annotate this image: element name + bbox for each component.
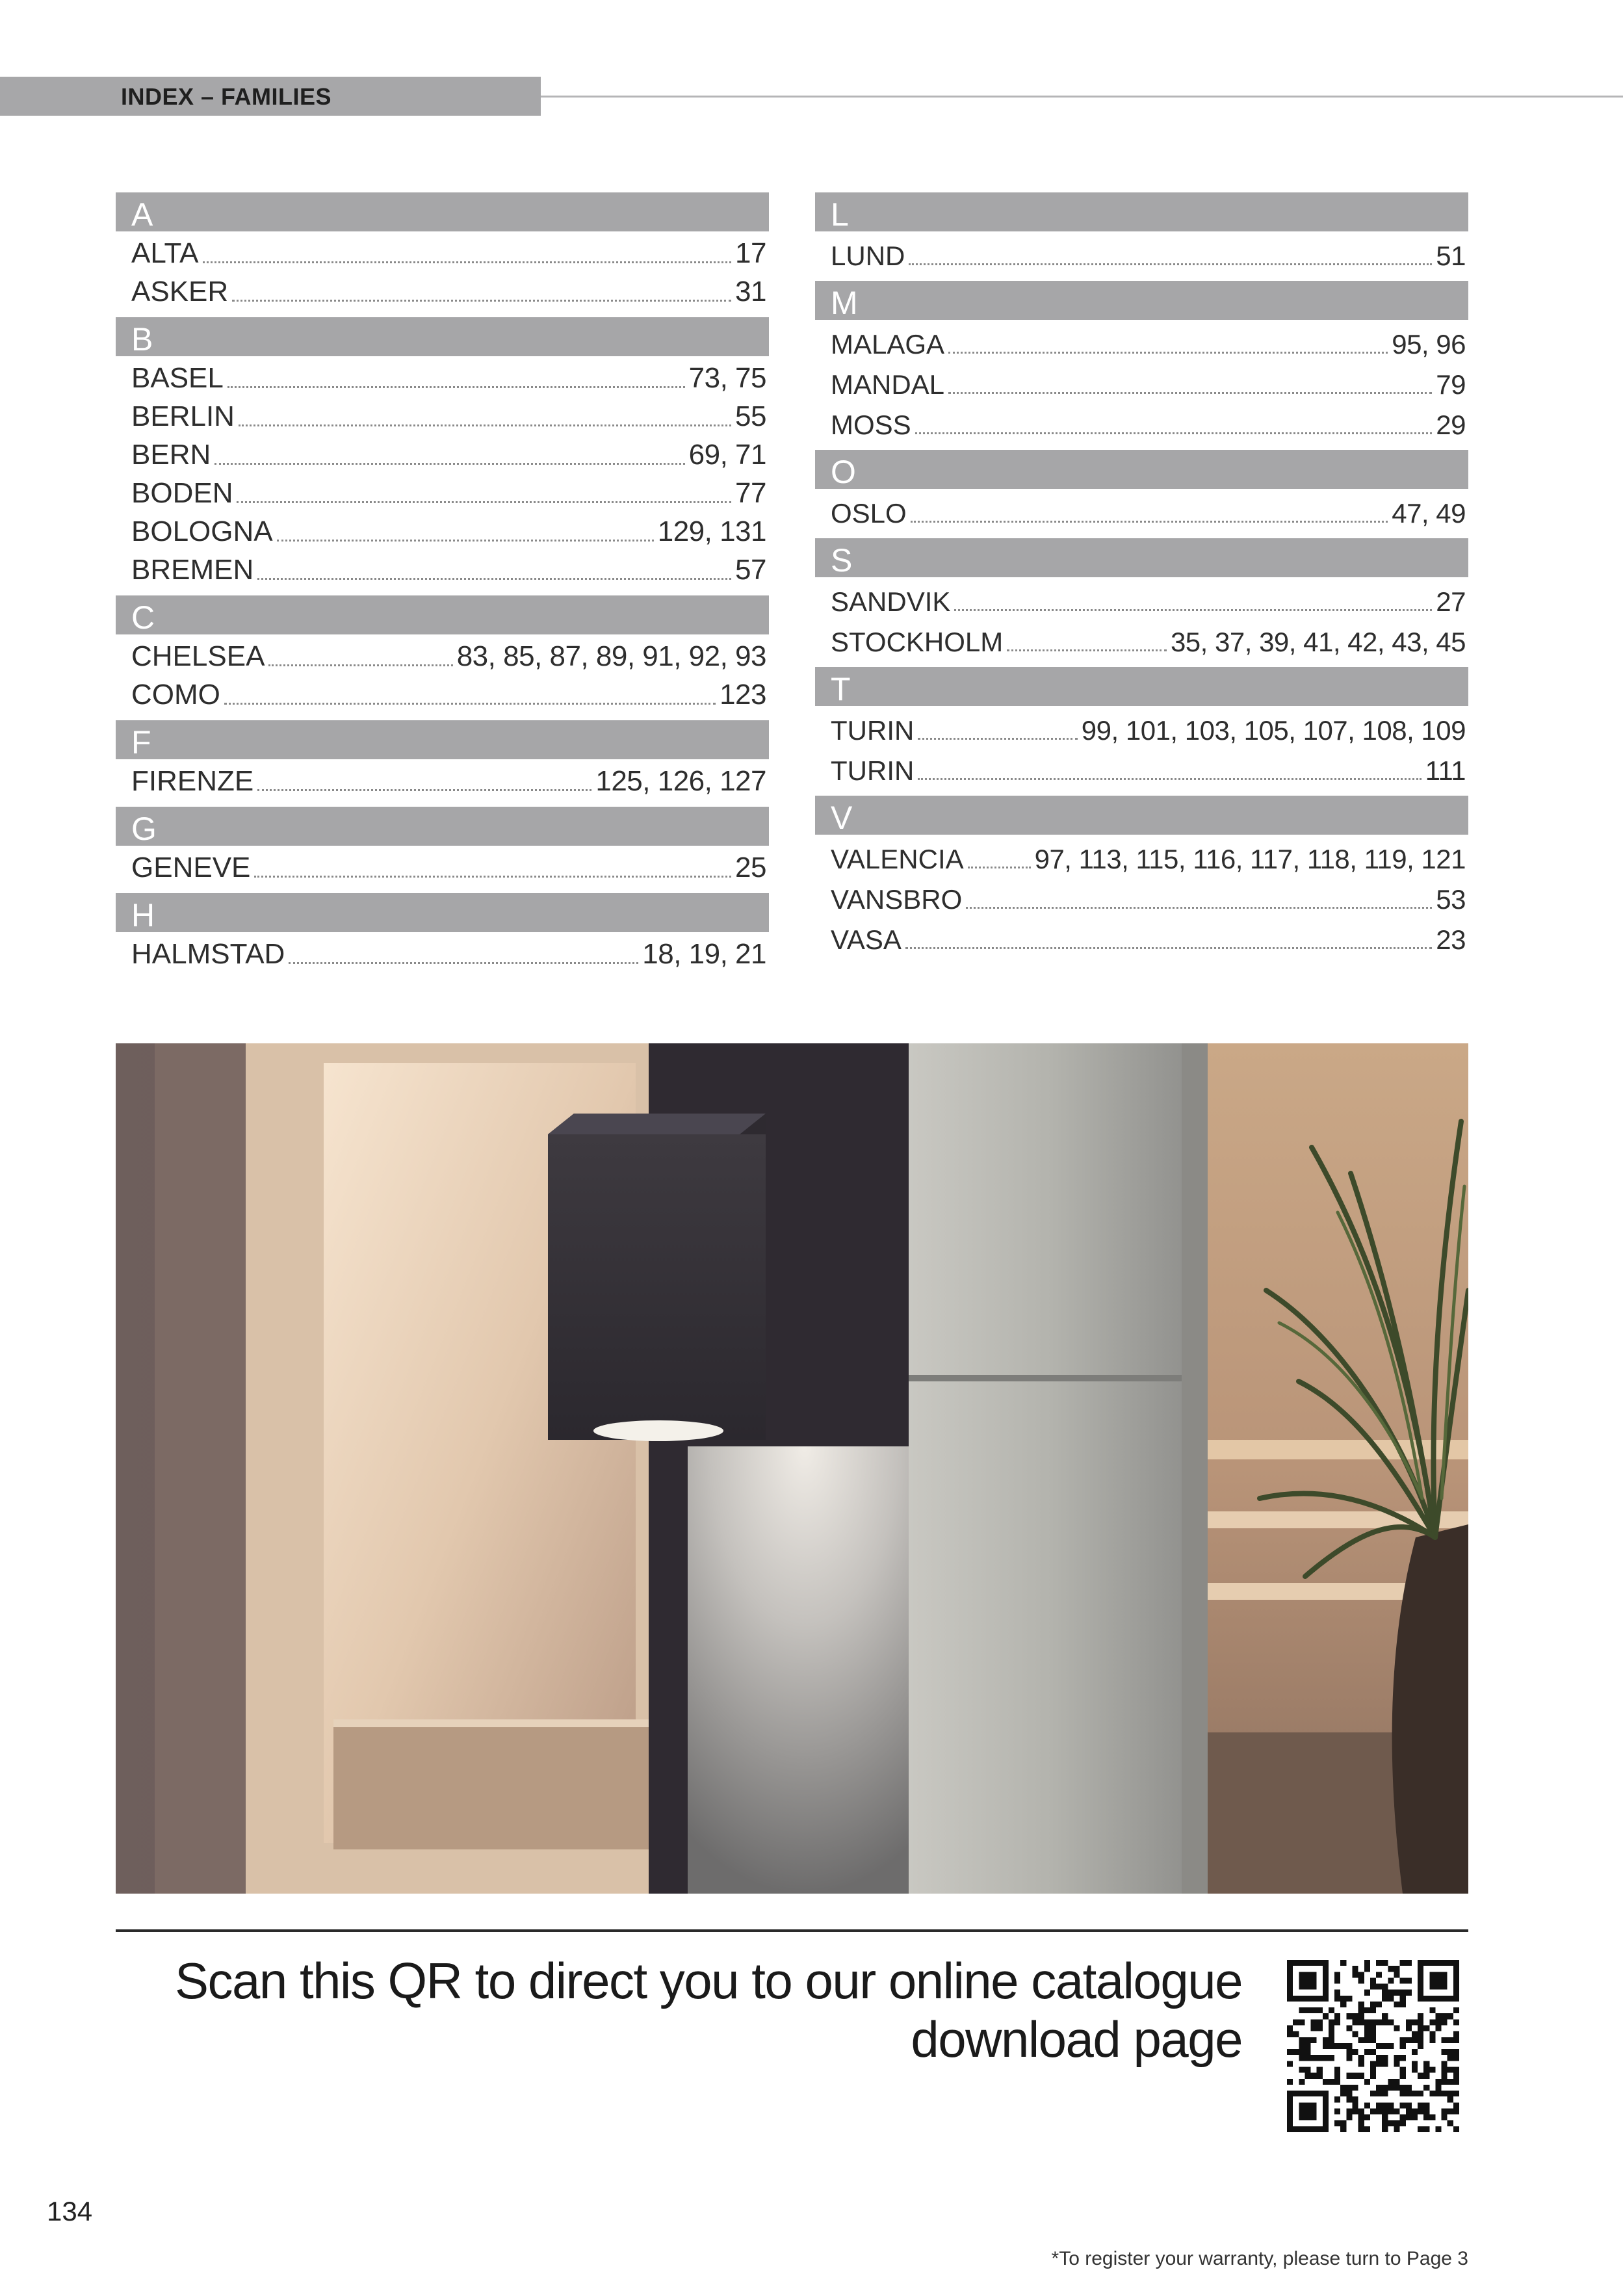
index-section-l bbox=[815, 192, 1468, 272]
dot-leader bbox=[948, 352, 1388, 354]
page-references: 129, 131 bbox=[657, 515, 766, 547]
dot-leader bbox=[227, 386, 685, 388]
index-entry[interactable] bbox=[116, 471, 769, 510]
family-name: TURIN bbox=[831, 755, 915, 786]
family-name: SANDVIK bbox=[831, 586, 951, 617]
page-references: 47, 49 bbox=[1392, 498, 1466, 528]
family-name: VANSBRO bbox=[831, 884, 963, 915]
index-column-right bbox=[815, 192, 1468, 965]
page-references: 57 bbox=[735, 554, 766, 586]
family-name: BREMEN bbox=[131, 554, 254, 586]
dot-leader bbox=[905, 947, 1432, 949]
dot-leader bbox=[268, 664, 452, 666]
page-references: 55 bbox=[735, 400, 766, 432]
page-references: 51 bbox=[1436, 241, 1466, 271]
index-entry[interactable] bbox=[116, 673, 769, 711]
dot-leader bbox=[232, 300, 731, 302]
family-name: VASA bbox=[831, 924, 902, 955]
section-letter: G bbox=[116, 807, 769, 846]
page-references: 27 bbox=[1436, 586, 1466, 617]
family-name: HALMSTAD bbox=[131, 938, 285, 970]
index-entry[interactable] bbox=[815, 577, 1468, 618]
page-number: 134 bbox=[47, 2196, 93, 2226]
index-section-a bbox=[116, 192, 769, 308]
index-column-left bbox=[116, 192, 769, 980]
family-name: BERN bbox=[131, 439, 211, 471]
index-entry[interactable] bbox=[815, 835, 1468, 875]
page-references: 35, 37, 39, 41, 42, 43, 45 bbox=[1170, 627, 1466, 657]
index-entry[interactable] bbox=[815, 489, 1468, 529]
section-letter: S bbox=[815, 538, 1468, 577]
dot-leader bbox=[254, 876, 731, 878]
index-section-c bbox=[116, 595, 769, 711]
family-name: STOCKHOLM bbox=[831, 627, 1004, 657]
page-references: 17 bbox=[735, 237, 766, 269]
page-references: 18, 19, 21 bbox=[642, 938, 766, 970]
dot-leader bbox=[1007, 649, 1167, 651]
page-references: 31 bbox=[735, 276, 766, 307]
dot-leader bbox=[911, 521, 1388, 523]
family-name: GENEVE bbox=[131, 852, 251, 883]
index-entry[interactable] bbox=[815, 706, 1468, 746]
index-entry[interactable] bbox=[815, 360, 1468, 400]
dot-leader bbox=[948, 392, 1432, 394]
warranty-footnote: *To register your warranty, please turn to Page 3 bbox=[1051, 2248, 1468, 2269]
index-entry[interactable] bbox=[116, 270, 769, 308]
dot-leader bbox=[954, 609, 1432, 611]
page-references: 73, 75 bbox=[688, 362, 766, 394]
section-letter: M bbox=[815, 281, 1468, 320]
page-references: 123 bbox=[720, 679, 766, 711]
index-entry[interactable] bbox=[116, 548, 769, 586]
family-name: OSLO bbox=[831, 498, 907, 528]
family-name: BERLIN bbox=[131, 400, 235, 432]
family-name: MANDAL bbox=[831, 369, 945, 400]
family-name: MOSS bbox=[831, 410, 911, 440]
index-section-v bbox=[815, 796, 1468, 956]
family-name: VALENCIA bbox=[831, 844, 964, 874]
dot-leader bbox=[909, 263, 1432, 265]
page-title: INDEX – FAMILIES bbox=[121, 83, 332, 110]
dot-leader bbox=[203, 261, 732, 263]
dot-leader bbox=[966, 907, 1432, 909]
bottom-rule bbox=[116, 1929, 1468, 1932]
header-rule bbox=[541, 96, 1623, 98]
family-name: FIRENZE bbox=[131, 765, 254, 797]
index-entry[interactable] bbox=[116, 759, 769, 798]
index-section-b bbox=[116, 317, 769, 586]
index-entry[interactable] bbox=[815, 875, 1468, 915]
page-references: 99, 101, 103, 105, 107, 108, 109 bbox=[1081, 715, 1466, 746]
page-references: 97, 113, 115, 116, 117, 118, 119, 121 bbox=[1034, 844, 1466, 874]
family-name: CHELSEA bbox=[131, 640, 265, 672]
family-name: ASKER bbox=[131, 276, 229, 307]
dot-leader bbox=[257, 578, 731, 580]
dot-leader bbox=[239, 424, 731, 426]
page-references: 79 bbox=[1436, 369, 1466, 400]
qr-code-icon bbox=[1287, 1960, 1459, 2132]
section-letter: F bbox=[116, 720, 769, 759]
index-section-t bbox=[815, 667, 1468, 787]
index-entry[interactable] bbox=[116, 231, 769, 270]
page-references: 95, 96 bbox=[1392, 329, 1466, 359]
index-entry[interactable] bbox=[815, 320, 1468, 360]
family-name: BOLOGNA bbox=[131, 515, 273, 547]
index-entry[interactable] bbox=[116, 932, 769, 971]
page-references: 111 bbox=[1425, 755, 1466, 786]
index-entry[interactable] bbox=[116, 846, 769, 884]
family-name: MALAGA bbox=[831, 329, 945, 359]
index-entry[interactable] bbox=[116, 634, 769, 673]
page-references: 53 bbox=[1436, 884, 1466, 915]
section-letter: A bbox=[116, 192, 769, 231]
index-section-f bbox=[116, 720, 769, 798]
index-entry[interactable] bbox=[116, 395, 769, 433]
section-letter: H bbox=[116, 893, 769, 932]
page-references: 83, 85, 87, 89, 91, 92, 93 bbox=[456, 640, 766, 672]
dot-leader bbox=[237, 501, 731, 503]
page-references: 125, 126, 127 bbox=[595, 765, 766, 797]
index-entry[interactable] bbox=[116, 510, 769, 548]
dot-leader bbox=[257, 789, 591, 791]
dot-leader bbox=[277, 540, 654, 541]
qr-text-line-2: download page bbox=[911, 2011, 1242, 2068]
dot-leader bbox=[915, 432, 1433, 434]
product-photo bbox=[116, 1043, 1468, 1894]
section-letter: B bbox=[116, 317, 769, 356]
page-references: 29 bbox=[1436, 410, 1466, 440]
index-entry[interactable] bbox=[815, 400, 1468, 441]
qr-code[interactable] bbox=[1287, 1960, 1459, 2132]
page-references: 69, 71 bbox=[688, 439, 766, 471]
qr-text-line-1: Scan this QR to direct you to our online catalogue bbox=[175, 1952, 1242, 2009]
wall-light-photo-illustration bbox=[116, 1043, 1468, 1894]
dot-leader bbox=[968, 867, 1031, 868]
family-name: BASEL bbox=[131, 362, 224, 394]
page-references: 25 bbox=[735, 852, 766, 883]
qr-call-to-action bbox=[105, 1951, 1242, 2068]
dot-leader bbox=[918, 778, 1421, 780]
index-section-h bbox=[116, 893, 769, 971]
family-name: COMO bbox=[131, 679, 220, 711]
section-letter: C bbox=[116, 595, 769, 634]
family-name: TURIN bbox=[831, 715, 915, 746]
page-references: 23 bbox=[1436, 924, 1466, 955]
section-letter: L bbox=[815, 192, 1468, 231]
dot-leader bbox=[918, 738, 1077, 740]
dot-leader bbox=[224, 703, 716, 705]
family-name: ALTA bbox=[131, 237, 199, 269]
index-entry[interactable] bbox=[815, 618, 1468, 658]
index-entry[interactable] bbox=[815, 746, 1468, 787]
index-entry[interactable] bbox=[815, 915, 1468, 956]
dot-leader bbox=[289, 962, 638, 964]
family-name: LUND bbox=[831, 241, 905, 271]
family-name: BODEN bbox=[131, 477, 233, 509]
page-references: 77 bbox=[735, 477, 766, 509]
index-entry[interactable] bbox=[815, 231, 1468, 272]
index-section-m bbox=[815, 281, 1468, 441]
section-letter: T bbox=[815, 667, 1468, 706]
index-section-s bbox=[815, 538, 1468, 658]
index-entry[interactable] bbox=[116, 433, 769, 471]
dot-leader bbox=[214, 463, 684, 465]
section-letter: V bbox=[815, 796, 1468, 835]
index-entry[interactable] bbox=[116, 356, 769, 395]
section-letter: O bbox=[815, 450, 1468, 489]
index-section-o bbox=[815, 450, 1468, 529]
index-section-g bbox=[116, 807, 769, 884]
